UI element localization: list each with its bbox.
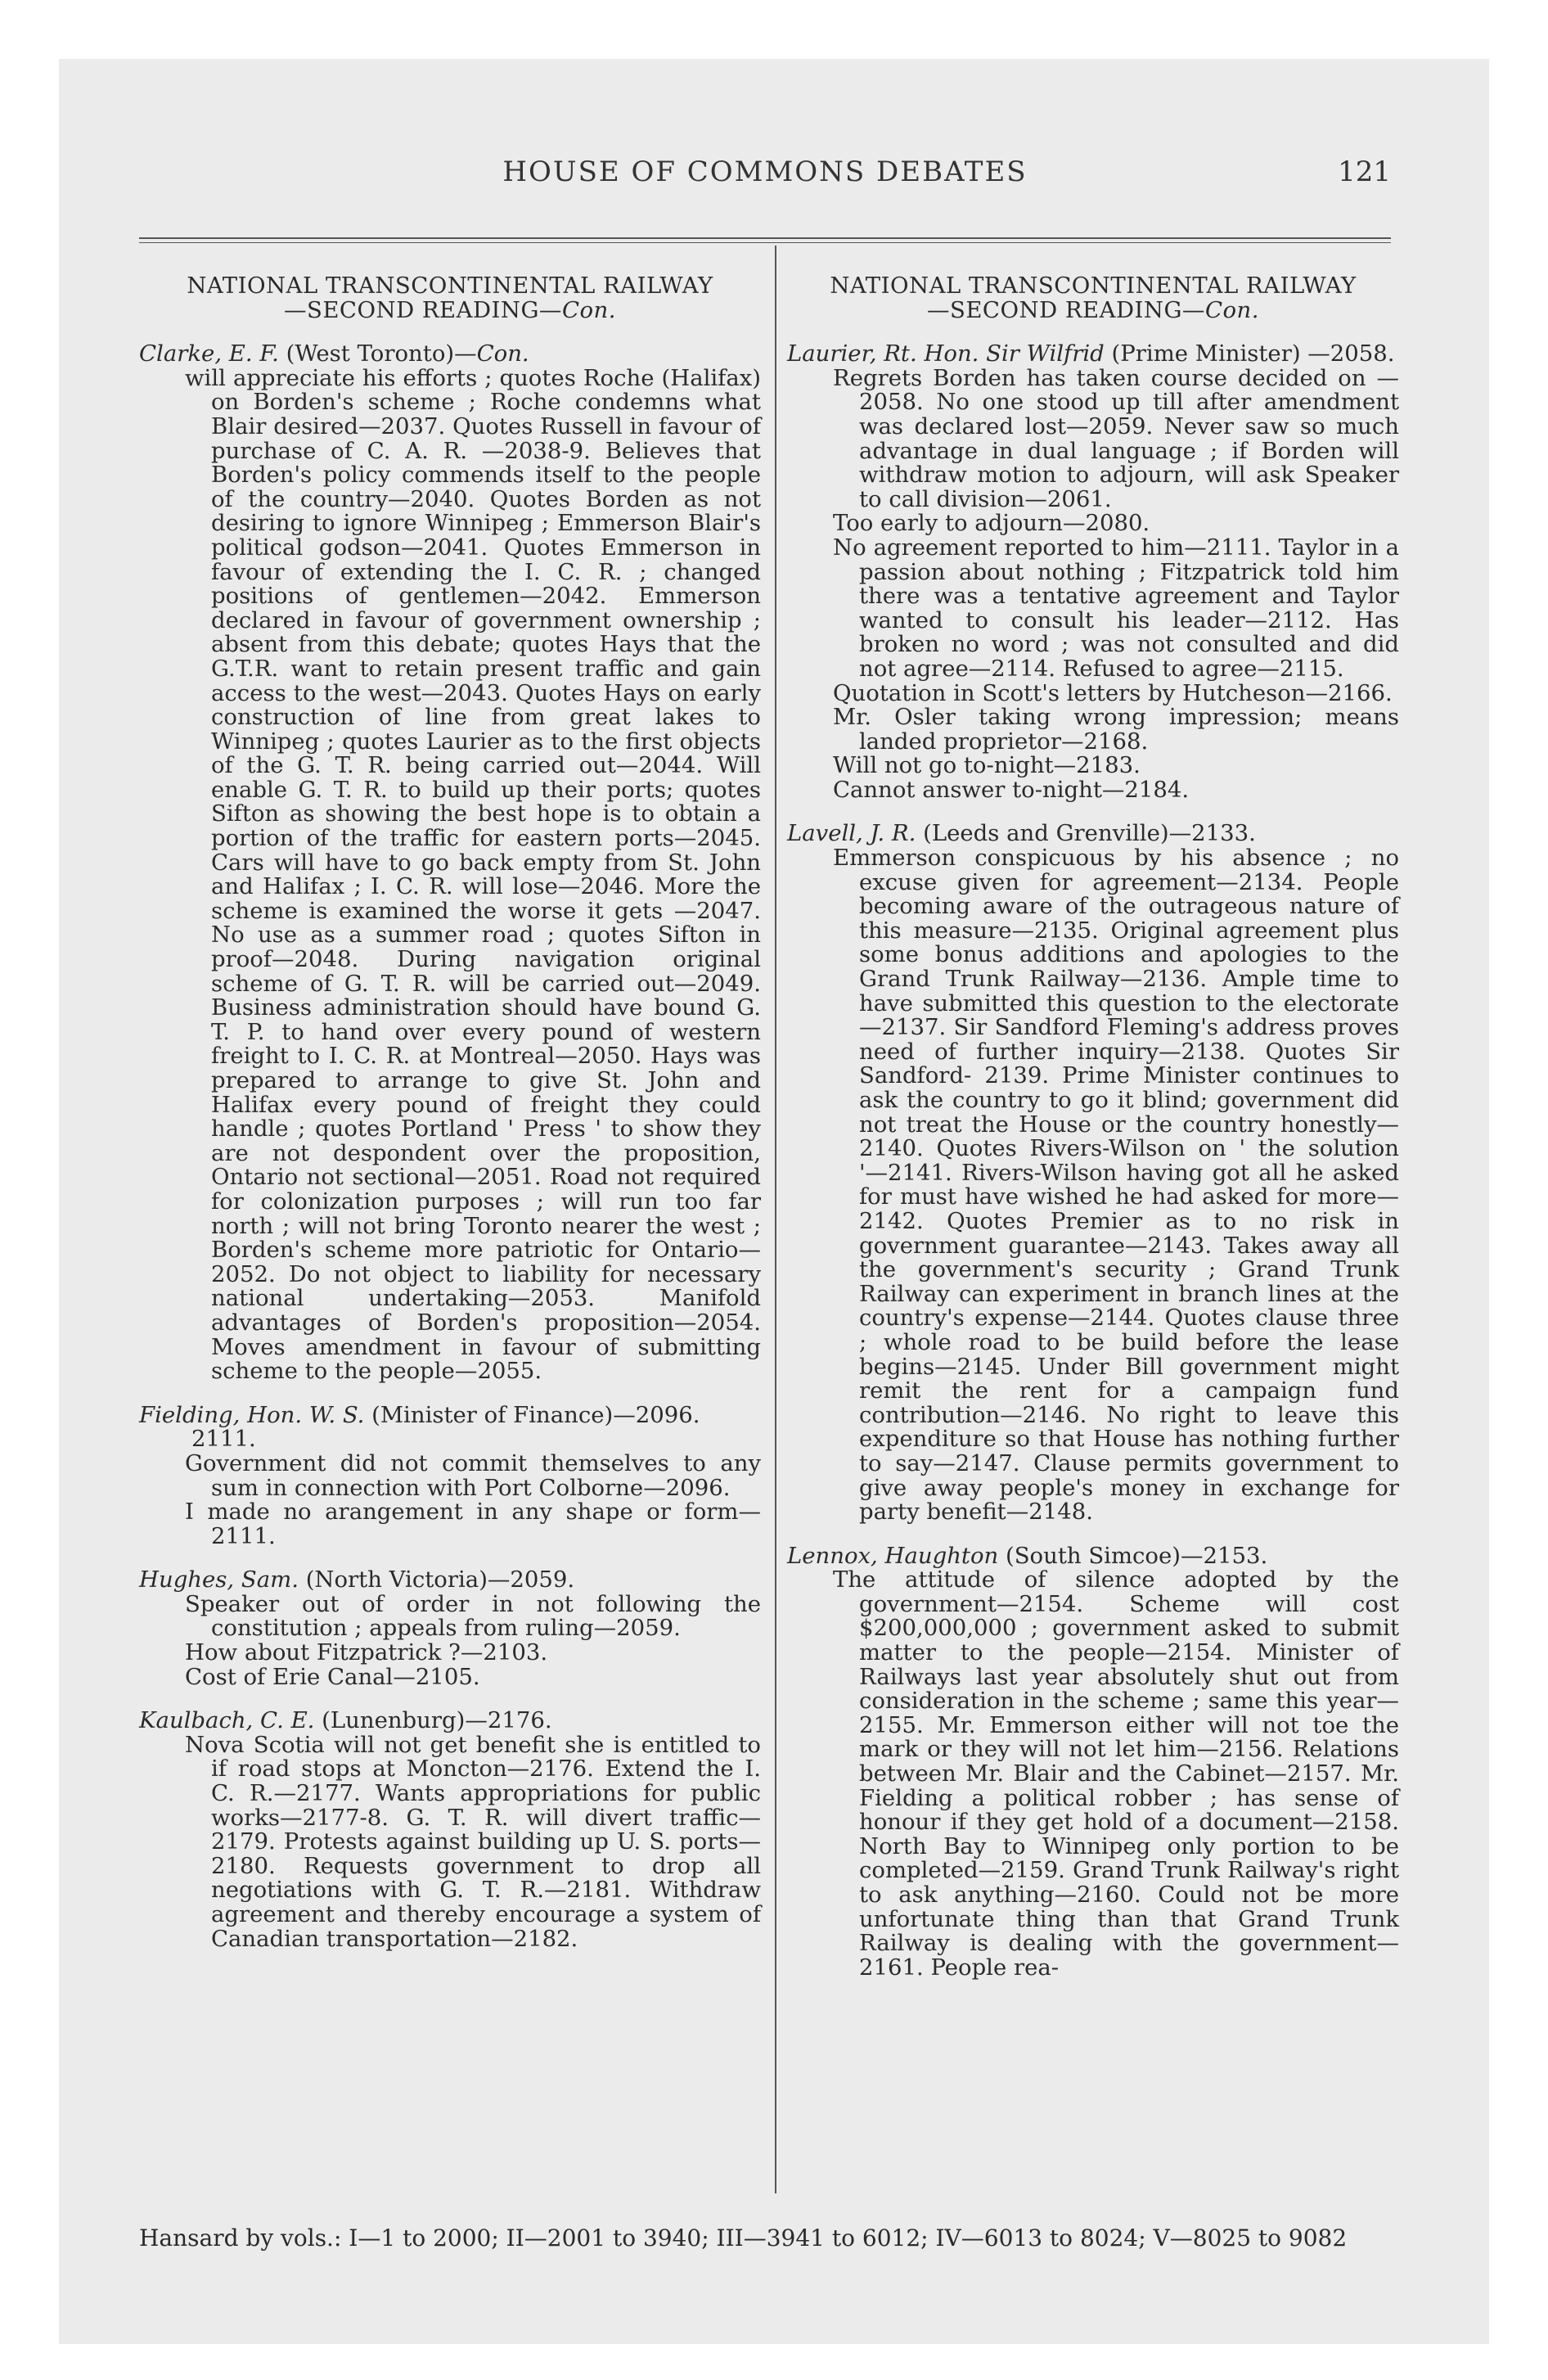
column-heading-line2 xyxy=(139,296,761,323)
entry-paragraph: Mr. Osler taking wrong impression; means landed proprietor—2168. xyxy=(833,704,1399,755)
column-heading-prefix: —SECOND READING— xyxy=(927,296,1205,323)
speaker-riding: (North Victoria)—2059. xyxy=(305,1566,575,1593)
entry-paragraph: Will not go to-night—2183. xyxy=(833,752,1141,779)
speaker-line xyxy=(787,1544,1399,1569)
index-entry xyxy=(139,1568,761,1689)
index-entry xyxy=(139,1709,761,1951)
speaker-name: Laurier, Rt. Hon. Sir Wilfrid xyxy=(787,340,1105,367)
speaker-riding-cont: Con. xyxy=(476,340,529,367)
entry-paragraph: will appreciate his efforts ; quotes Roche (Halifax) on Borden's scheme ; Roche condemns what Blair desired—2037. Quotes Russell in favour of purchase of C. A. R. —2038-9. Believes that Borden's policy commends itself to the people of the country—2040. Quotes Borden as not desiring to ignore Winnipeg ; Emmerson Blair's political godson—2041. Quotes Emmerson in favour of extending the I. C. R. ; changed positions of gentlemen—2042. Emmerson declared in favour of government ownership ; absent from this debate; quotes Hays that the G.T.R. want to retain present traffic and gain access to the west—2043. Quotes Hays on early construction of line from great lakes to Winnipeg ; quotes Laurier as to the first objects of the G. T. R. being carried out—2044. Will enable G. T. R. to build up their ports; quotes Sifton as showing the best hope is to obtain a portion of the traffic for eastern ports—2045. Cars will have to go back empty from St. John and Halifax ; I. C. R. will lose—2046. More the scheme is examined the worse it gets —2047. No use as a summer road ; quotes Sifton in proof—2048. During navigation original scheme of G. T. R. will be carried out—2049. Business administration should have bound G. T. P. to hand over every pound of western freight to I. C. R. at Montreal—2050. Hays was prepared to arrange to give St. John and Halifax every pound of freight they could handle ; quotes Portland ' Press ' to show they are not despondent over the proposition, Ontario not sectional—2051. Road not required for colonization purposes ; will run too far north ; will not bring Toronto nearer the west ; Borden's scheme more patriotic for Ontario—2052. Do not object to liability for necessary national undertaking—2053. Manifold advantages of Borden's proposition—2054. Moves amendment in favour of submitting scheme to the people—2055. xyxy=(185,364,761,1385)
volume-index-footer: Hansard by vols.: I—1 to 2000; II—2001 to 3940; III—3941 to 6012; IV—6013 to 8024; V—8025 to 9082 xyxy=(139,2224,1348,2252)
entry-paragraph: How about Fitzpatrick ?—2103. xyxy=(185,1639,548,1666)
speaker-line xyxy=(139,1568,761,1593)
speaker-name: Clarke, E. F. xyxy=(139,340,279,367)
running-title: HOUSE OF COMMONS DEBATES xyxy=(502,156,1028,188)
speaker-line xyxy=(139,1401,761,1453)
entry-paragraph: Emmerson conspicuous by his absence ; no excuse given for agreement—2134. People becoming aware of the outrageous nature of this measure—2135. Original agreement plus some bonus additions and apologies to the Grand Trunk Railway—2136. Ample time to have submitted this question to the electorate—2137. Sir Sandford Fleming's address proves need of further inquiry—2138. Quotes Sir Sandford- 2139. Prime Minister continues to ask the country to go it blind; government did not treat the House or the country honestly—2140. Quotes Rivers-Wilson on ' the solution '—2141. Rivers-Wilson having got all he asked for must have wished he had asked for more—2142. Quotes Premier as to no risk in government guarantee—2143. Takes away all the government's security ; Grand Trunk Railway can experiment in branch lines at the country's expense—2144. Quotes clause three ; whole road to be build before the lease begins—2145. Under Bill government might remit the rent for a campaign fund contribution—2146. No right to leave this expenditure so that House has nothing further to say—2147. Clause permits government to give away people's money in exchange for party benefit—2148. xyxy=(833,845,1399,1526)
speaker-riding: (Minister of Finance)—2096. 2111. xyxy=(191,1401,700,1453)
column-divider xyxy=(775,246,776,2193)
entry-paragraph: Too early to adjourn—2080. xyxy=(833,510,1150,537)
speaker-line xyxy=(787,342,1399,367)
entry-paragraph: The attitude of silence adopted by the government—2154. Scheme will cost $200,000,000 ; government asked to submit matter to the people—2154. Minister of Railways last year absolutely shut out from consideration in the scheme ; same this year—2155. Mr. Emmerson either will not toe the mark or they will not let him—2156. Relations between Mr. Blair and the Cabinet—2157. Mr. Fielding a political robber ; has sense of honour if they get hold of a document—2158. North Bay to Winnipeg only portion to be completed—2159. Grand Trunk Railway's right to ask anything—2160. Could not be more unfortunate thing than that Grand Trunk Railway is dealing with the government—2161. People rea- xyxy=(833,1566,1399,1981)
entry-paragraph: Government did not commit themselves to any sum in connection with Port Colborne—2096. xyxy=(185,1449,761,1501)
speaker-name: Hughes, Sam. xyxy=(139,1566,299,1593)
entry-paragraph: Quotation in Scott's letters by Hutcheson—2166. xyxy=(833,679,1393,706)
speaker-line xyxy=(139,342,761,367)
right-column xyxy=(787,274,1399,1980)
speaker-riding: (Leeds and Grenville)—2133. xyxy=(923,820,1256,847)
entry-paragraph: No agreement reported to him—2111. Taylor in a passion about nothing ; Fitzpatrick told him there was a tentative agreement and Taylor wanted to consult his leader—2112. Has broken no word ; was not consulted and did not agree—2114. Refused to agree—2115. xyxy=(833,534,1399,682)
speaker-name: Lennox, Haughton xyxy=(787,1542,999,1569)
entry-paragraph: Cannot answer to-night—2184. xyxy=(833,776,1190,803)
speaker-riding: (Prime Minister) —2058. xyxy=(1111,340,1395,367)
index-entry xyxy=(139,1401,761,1549)
left-column xyxy=(139,274,761,1951)
column-heading xyxy=(787,274,1399,322)
entry-paragraph: Regrets Borden has taken course decided on —2058. No one stood up till after amendment was declared lost—2059. Never saw so much advantage in dual language ; if Borden will withdraw motion to adjourn, will ask Speaker to call division—2061. xyxy=(833,364,1399,512)
speaker-name: Lavell, J. R. xyxy=(787,820,916,847)
speaker-riding: (South Simcoe)—2153. xyxy=(1005,1542,1268,1569)
column-heading-cont: Con. xyxy=(1204,296,1259,323)
speaker-riding: (Lunenburg)—2176. xyxy=(322,1707,552,1734)
column-heading xyxy=(139,274,761,322)
speaker-name: Fielding, Hon. W. S. xyxy=(139,1401,365,1428)
index-entry xyxy=(787,1544,1399,1981)
column-heading-line2 xyxy=(787,296,1399,323)
speaker-line xyxy=(787,822,1399,846)
speaker-line xyxy=(139,1709,761,1733)
index-entry xyxy=(787,822,1399,1524)
column-heading-cont: Con. xyxy=(561,296,616,323)
entry-paragraph: Cost of Erie Canal—2105. xyxy=(185,1663,480,1690)
column-heading-line1: NATIONAL TRANSCONTINENTAL RAILWAY xyxy=(187,273,713,299)
speaker-name: Kaulbach, C. E. xyxy=(139,1707,315,1734)
column-heading-line1: NATIONAL TRANSCONTINENTAL RAILWAY xyxy=(830,273,1357,299)
entry-paragraph: I made no arangement in any shape or form—2111. xyxy=(185,1499,761,1549)
index-entry xyxy=(787,342,1399,802)
page-number: 121 xyxy=(1338,156,1391,188)
entry-paragraph: Nova Scotia will not get benefit she is entitled to if road stops at Moncton—2176. Extend the I. C. R.—2177. Wants appropriations for public works—2177-8. G. T. R. will divert traffic—2179. Protests against building up U. S. ports—2180. Requests government to drop all negotiations with G. T. R.—2181. Withdraw agreement and thereby encourage a system of Canadian transportation—2182. xyxy=(185,1731,761,1952)
index-entry xyxy=(139,342,761,1384)
speaker-riding: (West Toronto)— xyxy=(286,340,477,367)
header-rule xyxy=(139,237,1391,239)
header-rule-thin xyxy=(139,242,1391,243)
entry-paragraph: Speaker out of order in not following the constitution ; appeals from ruling—2059. xyxy=(185,1590,761,1642)
column-heading-prefix: —SECOND READING— xyxy=(284,296,562,323)
page-header xyxy=(139,147,1391,205)
